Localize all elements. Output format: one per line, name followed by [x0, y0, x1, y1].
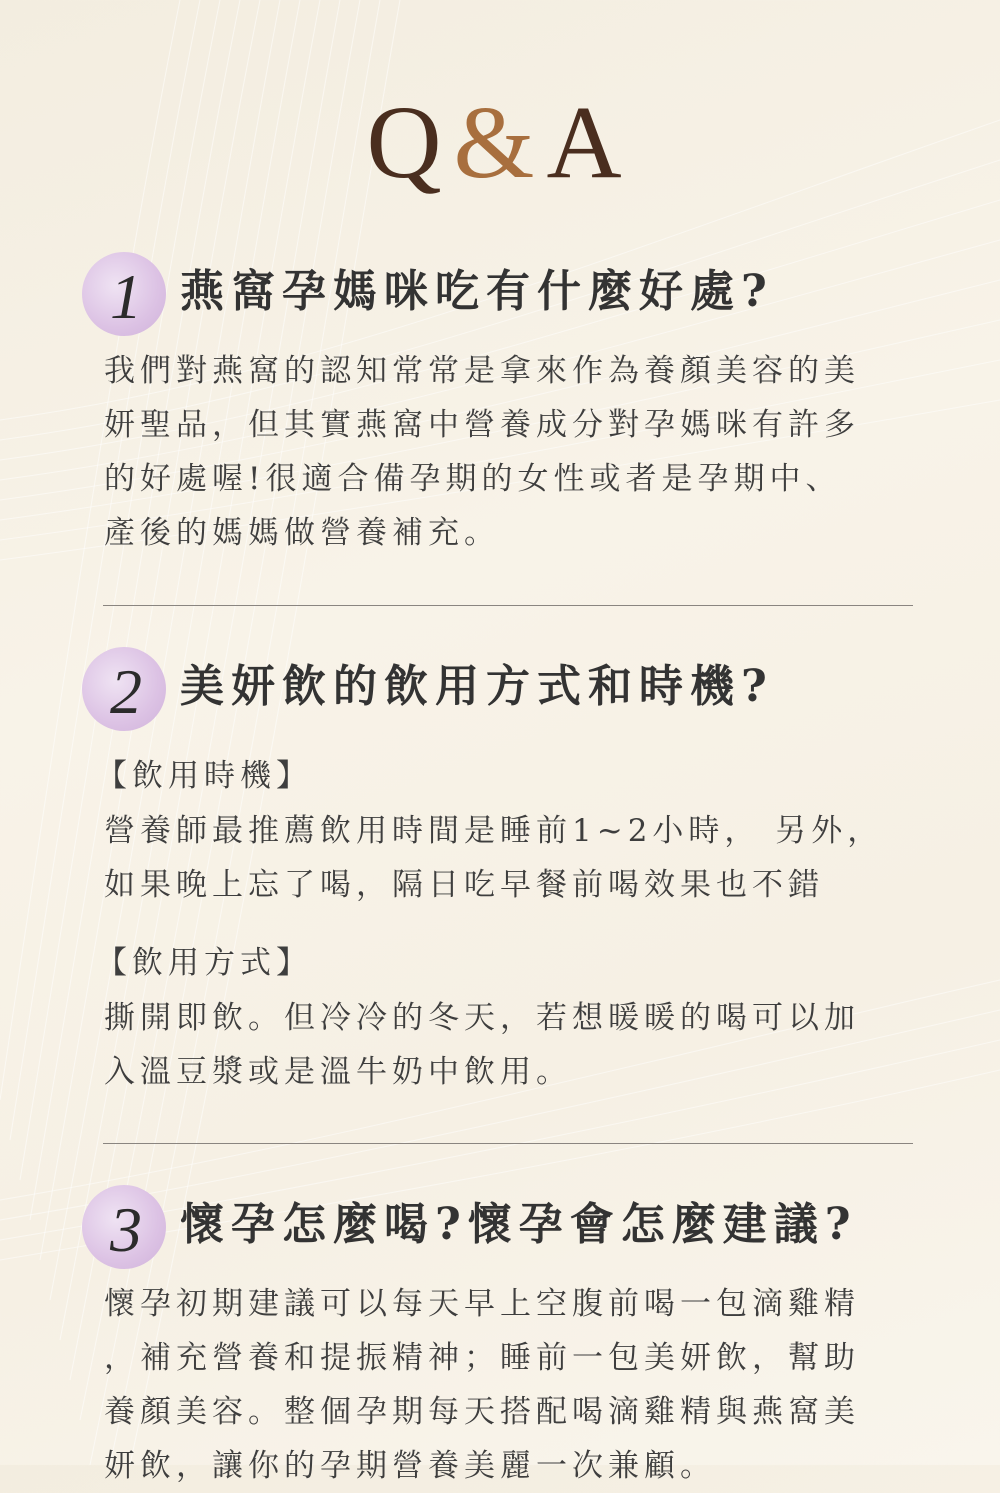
answer-line: ，補充營養和提振精神；睡前一包美妍飲，幫助	[104, 1340, 860, 1376]
answer-line: 如果晚上忘了喝，隔日吃早餐前喝效果也不錯	[104, 867, 824, 903]
section-divider	[103, 605, 913, 606]
title-ampersand: &	[453, 85, 547, 200]
method-heading: 【飲用方式】	[96, 945, 312, 981]
timing-text	[104, 804, 894, 912]
question-number: 3	[110, 1194, 142, 1265]
question-title: 燕窩孕媽咪吃有什麼好處?	[180, 266, 774, 317]
answer-line: 懷孕初期建議可以每天早上空腹前喝一包滴雞精	[104, 1286, 860, 1322]
question-title: 美妍飲的飲用方式和時機?	[180, 661, 774, 712]
question-number: 1	[110, 261, 142, 332]
answer-line: 產後的媽媽做營養補充。	[104, 515, 500, 551]
answer-line: 妍飲，讓你的孕期營養美麗一次兼顧。	[104, 1448, 716, 1484]
section-divider	[103, 1143, 913, 1144]
answer-line: 入溫豆漿或是溫牛奶中飲用。	[104, 1054, 572, 1090]
answer-line: 的好處喔!很適合備孕期的女性或者是孕期中、	[104, 461, 842, 497]
timing-heading: 【飲用時機】	[96, 758, 312, 794]
answer-line: 妍聖品，但其實燕窩中營養成分對孕媽咪有許多	[104, 407, 860, 443]
question-number: 2	[110, 656, 142, 727]
page-title	[0, 85, 1000, 200]
method-text	[104, 991, 894, 1099]
answer-line: 養顏美容。整個孕期每天搭配喝滴雞精與燕窩美	[104, 1394, 860, 1430]
title-a: A	[546, 85, 634, 200]
answer-text	[104, 1277, 894, 1493]
answer-line: 我們對燕窩的認知常常是拿來作為養顏美容的美	[104, 353, 860, 389]
title-q: Q	[366, 85, 454, 200]
answer-text	[104, 344, 894, 560]
answer-line: 撕開即飲。但冷冷的冬天，若想暖暖的喝可以加	[104, 1000, 860, 1036]
question-title: 懷孕怎麼喝?懷孕會怎麼建議?	[180, 1199, 858, 1250]
answer-line: 營養師最推薦飲用時間是睡前1~2小時， 另外，	[104, 813, 884, 849]
